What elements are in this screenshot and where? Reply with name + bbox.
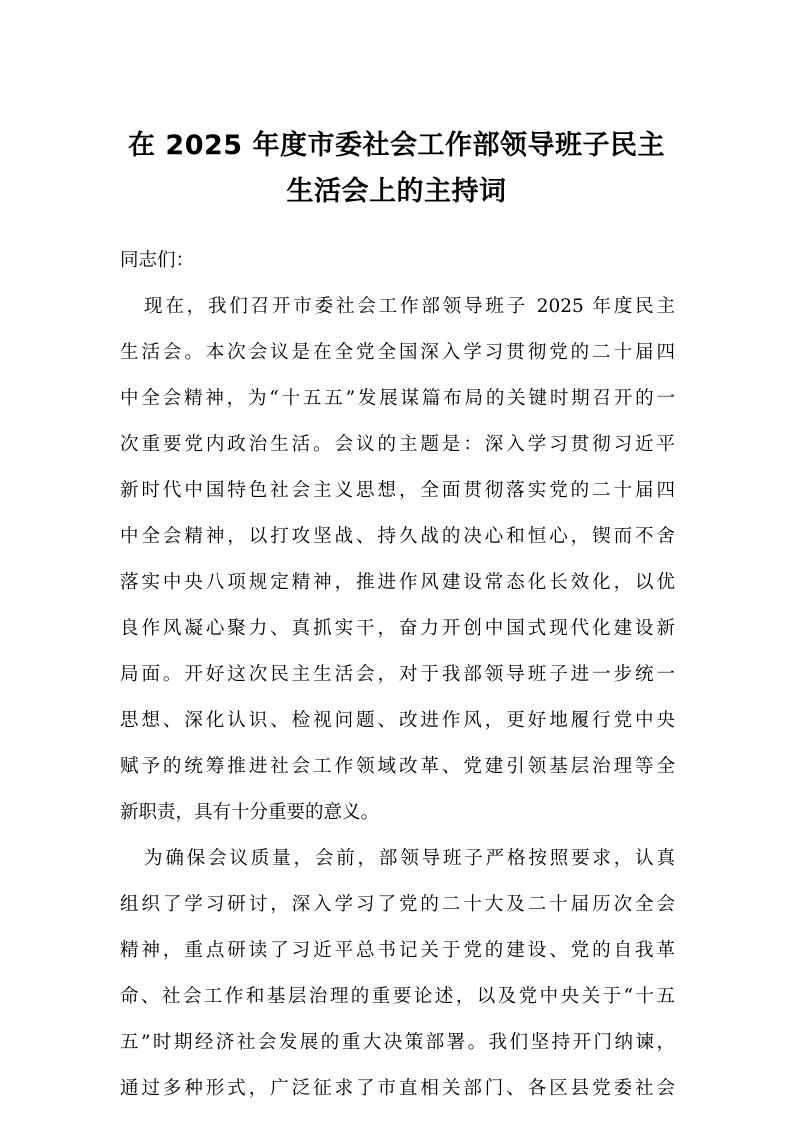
paragraph-line: 现在，我们召开市委社会工作部领导班子 2025 年度民主 bbox=[144, 296, 675, 317]
paragraph-line: 精神，重点研读了习近平总书记关于党的建设、党的自我革 bbox=[120, 940, 675, 961]
paragraph-line: 组织了学习研讨，深入学习了党的二十大及二十届历次全会 bbox=[120, 894, 675, 915]
paragraph-line: 思想、深化认识、检视问题、改进作风，更好地履行党中央 bbox=[120, 710, 675, 731]
paragraph-line: 新时代中国特色社会主义思想，全面贯彻落实党的二十届四 bbox=[120, 480, 675, 501]
paragraph-line: 为确保会议质量，会前，部领导班子严格按照要求，认真 bbox=[144, 848, 675, 869]
document-title-line-2: 生活会上的主持词 bbox=[286, 176, 507, 207]
paragraph-line: 良作风凝心聚力、真抓实干，奋力开创中国式现代化建设新 bbox=[120, 618, 675, 639]
paragraph-line: 次重要党内政治生活。会议的主题是：深入学习贯彻习近平 bbox=[120, 434, 675, 455]
paragraph-line: 新职责，具有十分重要的意义。 bbox=[120, 802, 380, 823]
paragraph-line: 局面。开好这次民主生活会，对于我部领导班子进一步统一 bbox=[120, 664, 675, 685]
paragraph-line: 命、社会工作和基层治理的重要论述，以及党中央关于“十五 bbox=[120, 986, 675, 1007]
paragraph-line: 中全会精神，以打攻坚战、持久战的决心和恒心，锲而不舍 bbox=[120, 526, 675, 547]
paragraph-line: 通过多种形式，广泛征求了市直相关部门、各区县党委社会 bbox=[120, 1078, 675, 1099]
document-title-line-1: 在 2025 年度市委社会工作部领导班子民主 bbox=[128, 130, 665, 161]
paragraph-line: 生活会。本次会议是在全党全国深入学习贯彻党的二十届四 bbox=[120, 342, 675, 363]
paragraph-line: 落实中央八项规定精神，推进作风建设常态化长效化，以优 bbox=[120, 572, 675, 593]
paragraph-line: 五”时期经济社会发展的重大决策部署。我们坚持开门纳谏， bbox=[120, 1032, 675, 1053]
paragraph-line: 中全会精神，为“十五五”发展谋篇布局的关键时期召开的一 bbox=[120, 388, 675, 409]
paragraph-line: 赋予的统筹推进社会工作领域改革、党建引领基层治理等全 bbox=[120, 756, 675, 777]
greeting: 同志们： bbox=[120, 250, 195, 271]
